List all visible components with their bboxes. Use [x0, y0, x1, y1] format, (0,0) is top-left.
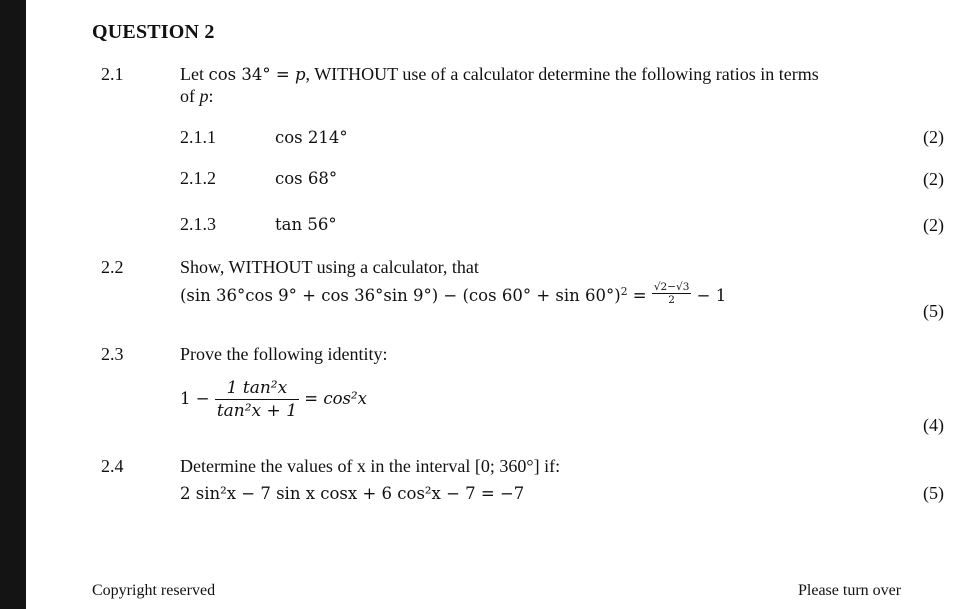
subquestion-number-2-1-1: 2.1.1 — [180, 127, 216, 147]
question-number-2-1: 2.1 — [101, 64, 124, 84]
subquestion-expression-2-1-3: tan 56° — [275, 215, 337, 234]
question-2-1-text-line2: of p: — [180, 86, 214, 106]
marks-2-1-2: (2) — [923, 169, 944, 189]
footer-turn-over: Please turn over — [798, 582, 902, 599]
footer-copyright: Copyright reserved — [92, 582, 216, 599]
question-2-1-text-line1: Let cos 34° = p, WITHOUT use of a calculator determine the following ratios in terms — [180, 64, 819, 84]
subquestion-number-2-1-2: 2.1.2 — [180, 168, 216, 188]
left-dark-border — [0, 0, 26, 609]
marks-2-1-1: (2) — [923, 127, 944, 147]
identity-fraction: $\frac{\text{1 tan²x}}{\text{tan²x + 1}}$ — [216, 378, 298, 421]
question-number-2-4: 2.4 — [101, 456, 124, 476]
question-title: QUESTION 2 — [92, 21, 215, 43]
question-2-3-text: Prove the following identity: — [180, 344, 388, 364]
marks-2-2: (5) — [923, 301, 944, 321]
question-2-1-math: cos 34° = p — [208, 65, 306, 84]
question-number-2-3: 2.3 — [101, 344, 124, 364]
subquestion-number-2-1-3: 2.1.3 — [180, 214, 216, 234]
subquestion-expression-2-1-2: cos 68° — [275, 169, 338, 188]
question-2-2-equation: (sin 36°cos 9° + cos 36°sin 9°) − (cos 60° + sin 60°)$^2$ = $\frac{√2-√3}{2}$ − 1 — [180, 281, 727, 306]
question-2-2-text: Show, WITHOUT using a calculator, that — [180, 257, 479, 277]
question-2-3-identity: 1 − $\frac{\text{1 tan²x}}{\text{tan²x + 1}}$ = cos²x — [180, 378, 367, 421]
marks-2-1-3: (2) — [923, 215, 944, 235]
marks-2-4: (5) — [923, 483, 944, 503]
question-2-4-text: Determine the values of x in the interval [0; 360°] if: — [180, 456, 561, 476]
marks-2-3: (4) — [923, 415, 944, 435]
fraction-root2-minus-root3-over-2: $\frac{√2-√3}{2}$ — [653, 281, 690, 306]
question-2-4-equation: 2 sin²x − 7 sin x cosx + 6 cos²x − 7 = −7 — [180, 484, 525, 503]
subquestion-expression-2-1-1: cos 214° — [275, 128, 348, 147]
question-number-2-2: 2.2 — [101, 257, 124, 277]
